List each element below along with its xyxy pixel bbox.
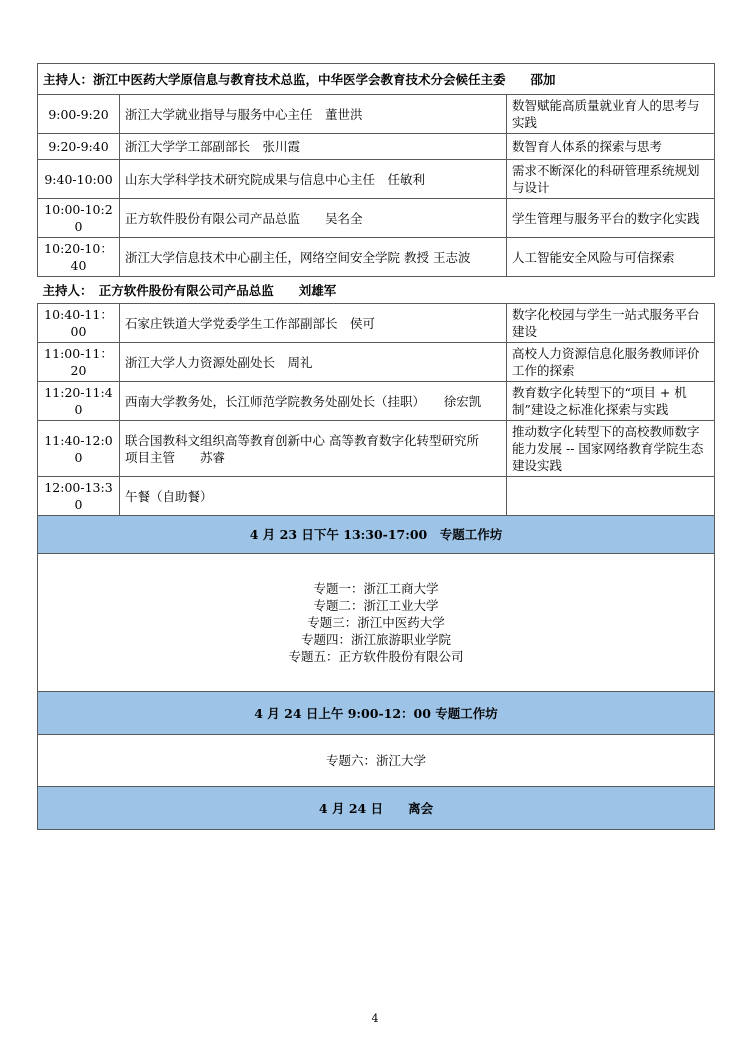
time-cell: 11:00-11：20	[38, 343, 120, 382]
table-row	[38, 199, 715, 238]
topic-cell: 推动数字化转型下的高校教师数字能力发展 -- 国家网络教育学院生态建设实践	[507, 421, 715, 477]
section-title-apr23-pm: 4 月 23 日下午 13:30-17:00 专题工作坊	[38, 516, 715, 554]
time-cell: 10:40-11：00	[38, 304, 120, 343]
topic-cell: 教育数字化转型下的“项目 + 机制”建设之标准化探索与实践	[507, 382, 715, 421]
table-row	[38, 421, 715, 477]
time-cell: 11:20-11:40	[38, 382, 120, 421]
time-cell: 12:00-13:30	[38, 477, 120, 516]
time-cell: 9:00-9:20	[38, 95, 120, 134]
workshop-item: 专题一：浙江工商大学	[313, 581, 439, 596]
workshop-item: 专题五：正方软件股份有限公司	[288, 649, 464, 664]
time-cell: 10:00-10:20	[38, 199, 120, 238]
speaker-cell: 浙江大学学工部副部长 张川霞	[120, 134, 507, 160]
workshop-item: 专题三：浙江中医药大学	[307, 615, 445, 630]
speaker-cell: 浙江大学人力资源处副处长 周礼	[120, 343, 507, 382]
speaker-cell: 山东大学科学技术研究院成果与信息中心主任 任敏利	[120, 160, 507, 199]
table-row	[38, 95, 715, 134]
time-cell: 11:40-12:00	[38, 421, 120, 477]
speaker-cell: 正方软件股份有限公司产品总监 吴名全	[120, 199, 507, 238]
topic-cell: 需求不断深化的科研管理系统规划与设计	[507, 160, 715, 199]
workshop-item: 专题二：浙江工业大学	[313, 598, 439, 613]
time-cell: 10:20-10：40	[38, 238, 120, 277]
speaker-cell: 午餐（自助餐）	[120, 477, 507, 516]
session1-host: 主持人：浙江中医药大学原信息与教育技术总监，中华医学会教育技术分会候任主委 邵加	[38, 64, 715, 95]
agenda-page	[37, 63, 714, 830]
speaker-cell: 石家庄铁道大学党委学生工作部副部长 侯可	[120, 304, 507, 343]
topic-cell: 数智赋能高质量就业育人的思考与实践	[507, 95, 715, 134]
table-row	[38, 238, 715, 277]
topic-cell: 人工智能安全风险与可信探索	[507, 238, 715, 277]
workshop-list-apr24	[38, 735, 715, 787]
speaker-cell: 浙江大学就业指导与服务中心主任 董世洪	[120, 95, 507, 134]
workshop-list-apr23	[38, 554, 715, 692]
table-row	[38, 343, 715, 382]
topic-cell: 数字化校园与学生一站式服务平台建设	[507, 304, 715, 343]
section-header-row	[38, 516, 715, 554]
speaker-cell: 西南大学教务处，长江师范学院教务处副处长（挂职） 徐宏凯	[120, 382, 507, 421]
page-number: 4	[371, 1012, 379, 1025]
session2-host: 主持人： 正方软件股份有限公司产品总监 刘雄军	[42, 282, 337, 298]
session1-host-row	[38, 64, 715, 95]
workshop-row	[38, 554, 715, 692]
speaker-cell: 浙江大学信息技术中心副主任，网络空间安全学院 教授 王志波	[120, 238, 507, 277]
table-row	[38, 382, 715, 421]
section-title-apr24-am: 4 月 24 日上午 9:00-12：00 专题工作坊	[38, 692, 715, 735]
section-header-row	[38, 692, 715, 735]
time-cell: 9:20-9:40	[38, 134, 120, 160]
workshop-item: 专题四：浙江旅游职业学院	[301, 632, 452, 647]
topic-cell: 学生管理与服务平台的数字化实践	[507, 199, 715, 238]
workshop-row	[38, 735, 715, 787]
topic-cell: 数智育人体系的探索与思考	[507, 134, 715, 160]
table-row	[38, 477, 715, 516]
workshop-item: 专题六：浙江大学	[326, 753, 427, 768]
table-row	[38, 160, 715, 199]
table-row	[38, 134, 715, 160]
table-row	[38, 304, 715, 343]
speaker-cell: 联合国教科文组织高等教育创新中心 高等教育数字化转型研究所 项目主管 苏睿	[120, 421, 507, 477]
session2-host-row	[38, 277, 715, 304]
time-cell: 9:40-10:00	[38, 160, 120, 199]
section-title-apr24: 4 月 24 日 离会	[38, 787, 715, 830]
topic-cell	[507, 477, 715, 516]
topic-cell: 高校人力资源信息化服务教师评价工作的探索	[507, 343, 715, 382]
section-header-row	[38, 787, 715, 830]
agenda-table	[37, 63, 715, 830]
